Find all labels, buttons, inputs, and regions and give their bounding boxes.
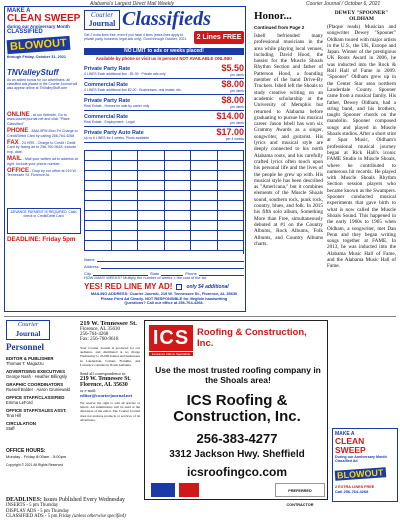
form-grid-cell[interactable] — [217, 191, 244, 200]
address-phone: 256-764-4268 — [80, 332, 109, 337]
ics-name-line2: Construction, Inc. — [173, 408, 301, 425]
contact-method — [7, 129, 81, 138]
badge-icon — [179, 483, 199, 497]
classifieds-title: Classifieds — [122, 8, 211, 30]
office-hours-text: Monday - Friday 8:00am - 5:00pm — [6, 454, 67, 459]
form-grid-cell[interactable] — [111, 151, 138, 160]
red-line-row — [84, 282, 244, 291]
contact-text: - Drop by our office at 219 W. Tennessee St. Florence AL — [7, 169, 77, 178]
email-label: or e-mail: — [80, 388, 97, 394]
form-grid-cell[interactable] — [164, 241, 191, 250]
form-grid-cell[interactable] — [137, 151, 164, 160]
rate-row — [84, 111, 244, 127]
form-grid-row[interactable] — [84, 191, 243, 201]
form-grid-cell[interactable] — [217, 161, 244, 170]
contact-text: - 24 HRS - Charge to Credit / Debit Card by faxing ad to 256-760-9618. Include exp. date. — [7, 141, 77, 154]
form-grid-cell[interactable] — [111, 181, 138, 190]
personnel-entry — [6, 408, 76, 418]
personnel-role: OFFICE STAFF/CLASSIFIED — [6, 395, 65, 400]
form-grid-cell[interactable] — [137, 181, 164, 190]
personnel-role: EDITOR & PUBLISHER — [6, 356, 54, 361]
name-label: Name — [84, 257, 95, 262]
deadline-display: DISPLAY ADS - 5 pm Thursday — [6, 508, 70, 514]
address-body: Your Courier Journal is produced for our audience, and distributed at no charge Wednesday to 25,000 homes and businesses in Lauderdale, Colbert, Franklin, and Lawrence counties in North Alabama. — [80, 346, 140, 367]
form-grid-cell[interactable] — [190, 211, 217, 220]
mailing-info — [84, 292, 244, 306]
form-grid-row[interactable] — [84, 241, 243, 251]
deadlines-issue: Issues Published Every Wednesday — [43, 497, 125, 503]
copyright: Copyright © 2021 All Rights Reserved — [6, 463, 63, 467]
promo-bottom-free: 2 EXTRA LINES FREE — [335, 484, 375, 489]
deadlines-title: DEADLINES: — [6, 497, 42, 503]
promo-clean-sweep — [7, 8, 81, 66]
rate-price: $5.50 — [221, 63, 244, 73]
article-column-2: (Plaque reads) Musician and songwriter Dewey "Spooner" Oldham toured with major artists in the U.S., the UK, Europe and Japan. Winner of the prestigious UK Roots Award in 2006, he was inducted into the Rock & Roll Hall of Fame in 2009. "Spooner" Oldham grew up in the Center Star area northern Lauderdale County. Spooner came from a musical family. His father, Dewey Oldham, had a string band, and his brothers, taught Spooner chords on the mandolin. Spooner composed songs and played in Muscle Shoals studios. After a short stint at Spar Music, Oldham's professional musical journey began at Rick Hall's iconic FAME Studio in Muscle Shoals, where he contributed to numerous hit records. He played with Muscle Shoals Rhythm Section session players who became known as the Swampers. Spooner conducted musical experiments that gave birth to what is now called the Muscle Shoals Sound. This happened in the early 1960s to 1965 when Oldham, a songwriter, met Dan Penn and they began writing songs together at FAME. In 2013, he was inducted into the Alabama Music Hall of Fame, and the Alabama Music Hall of Fame. — [327, 24, 396, 270]
contact-method — [7, 113, 81, 126]
contact-method — [7, 157, 81, 166]
contact-heading: OFFICE — [7, 168, 29, 175]
form-grid-cell[interactable] — [190, 161, 217, 170]
promo-line4: CLASSIFIED — [7, 29, 43, 35]
form-grid-cell[interactable] — [217, 201, 244, 210]
personnel-role: GRAPHIC COORDINATORS — [6, 382, 64, 387]
article-title: Honor... — [254, 10, 292, 22]
mail-addr2: Florence, AL 35630 — [80, 382, 128, 389]
personnel-role: OFFICE STAFF/SALES ASST. — [6, 408, 67, 413]
contact-text: - at our Website, Go to www.courierjournal.net and click "Place Classified" — [7, 113, 70, 126]
rate-title: Private Party Rate — [84, 65, 131, 72]
form-grid-cell[interactable] — [190, 221, 217, 230]
personnel-name: Emma LeFord — [6, 400, 33, 405]
section-divider — [4, 316, 396, 317]
rate-row — [84, 63, 244, 79]
promo-bottom-line3: During our Anniversary Month Classified Ad — [335, 455, 387, 464]
personnel-entry — [6, 395, 76, 405]
ics-address: 3312 Jackson Hwy. Sheffield — [169, 449, 305, 460]
form-grid-cell[interactable] — [111, 241, 138, 250]
form-grid-cell[interactable] — [190, 231, 217, 240]
courier-journal-logo — [84, 10, 120, 30]
form-grid-cell[interactable] — [164, 161, 191, 170]
deadline-friday: DEADLINE: Friday 5pm — [7, 236, 76, 243]
form-grid-row[interactable] — [84, 211, 243, 221]
form-grid-cell[interactable] — [84, 201, 111, 210]
form-grid-cell[interactable] — [217, 241, 244, 250]
form-grid-cell[interactable] — [164, 191, 191, 200]
rate-price: $17.00 — [216, 127, 244, 137]
form-grid-cell[interactable] — [164, 231, 191, 240]
rate-unit: per 4 weeks — [225, 137, 244, 141]
personnel-name: Thomas T. Magazzu — [6, 361, 44, 366]
form-grid-cell[interactable] — [137, 221, 164, 230]
rate-detail: Up to 6 LINES for 4 weeks. Photo available — [84, 135, 150, 140]
form-grid-cell[interactable] — [217, 151, 244, 160]
footer-deadlines — [6, 497, 326, 520]
form-grid-cell[interactable] — [217, 181, 244, 190]
contact-method — [7, 169, 81, 178]
form-grid-row[interactable] — [84, 171, 243, 181]
form-grid-cell[interactable] — [137, 191, 164, 200]
form-grid-cell[interactable] — [190, 241, 217, 250]
form-grid-cell[interactable] — [190, 201, 217, 210]
promo-bottom-line1: MAKE A — [335, 431, 355, 437]
rate-detail: Real Estate - Homes for sale by owner only — [84, 103, 150, 108]
logo-journal: Journal — [88, 19, 116, 28]
form-grid-row[interactable] — [84, 231, 243, 241]
contact-heading: FAX — [7, 140, 19, 147]
ad-form — [84, 150, 244, 254]
form-grid-cell[interactable] — [190, 191, 217, 200]
form-grid-cell[interactable] — [164, 181, 191, 190]
form-grid-cell[interactable] — [164, 211, 191, 220]
form-grid-cell[interactable] — [111, 211, 138, 220]
ics-logo: ICS — [149, 325, 193, 351]
rate-title: Commercial Rate — [84, 113, 129, 120]
ics-headline: Use the most trusted roofing company in the Shoals area! — [155, 365, 321, 385]
form-grid-cell[interactable] — [84, 221, 111, 230]
tn-valley-logo: TNValleyStuff — [7, 68, 59, 77]
personnel-heading: Personnel — [6, 342, 44, 352]
form-grid-row[interactable] — [84, 221, 243, 231]
rate-price: $8.00 — [221, 95, 244, 105]
promo-bottom — [332, 428, 398, 502]
form-grid-cell[interactable] — [84, 161, 111, 170]
ics-tag: Insurance Claims Specialists — [149, 352, 193, 356]
form-grid-cell[interactable] — [217, 231, 244, 240]
form-grid-cell[interactable] — [190, 151, 217, 160]
form-grid-cell[interactable] — [137, 231, 164, 240]
personnel-entry — [6, 356, 76, 366]
address-field[interactable] — [101, 264, 244, 269]
personnel-entry — [6, 382, 76, 392]
form-grid-row[interactable] — [84, 161, 243, 171]
advance-payment-box — [7, 208, 81, 234]
personnel-logo — [6, 320, 50, 340]
contact-text: - 8AM-5PM Mon-Fri Charge to Credit/Debit Card by calling 256-764-4268 — [7, 129, 78, 138]
rate-row — [84, 95, 244, 111]
weeks-line: HOW MANY WEEKS? Multiply the number of weeks × the cost of the ad. — [84, 276, 207, 280]
contact-method — [7, 141, 81, 154]
form-grid-row[interactable] — [84, 201, 243, 211]
email-link[interactable]: editor@courierjournal.net — [80, 393, 133, 399]
rate-title: Commercial Rate — [84, 81, 129, 88]
deadline-note: (unless otherwise specified) — [72, 514, 126, 520]
form-grid-cell[interactable] — [111, 161, 138, 170]
rate-detail: 4 LINES Each additional line $2.00 · Businesses, real estate, etc. — [84, 87, 182, 92]
rate-detail: 4 LINES Each additional line - $1.00 · Private ads only — [84, 71, 166, 76]
header-tagline: Alabama's Largest Direct Mail Weekly — [90, 1, 174, 7]
rates-list — [84, 63, 244, 143]
form-grid-cell[interactable] — [137, 241, 164, 250]
rate-row — [84, 127, 244, 143]
ics-name-line1: ICS Roofing & — [186, 392, 288, 409]
form-grid-cell[interactable] — [111, 171, 138, 180]
form-grid-cell[interactable] — [84, 241, 111, 250]
name-field[interactable] — [97, 257, 244, 262]
personnel-list — [6, 356, 76, 434]
promo-line3: during our Anniversary Month — [7, 24, 70, 29]
gaf-icon — [151, 483, 175, 497]
ics-roofing-ad — [144, 320, 328, 507]
phone-label: Phone — [185, 271, 197, 276]
blowout-badge: BLOWOUT — [7, 36, 71, 54]
questions-line: Questions? Call our office at 256-764-4268. — [124, 300, 204, 306]
advance-payment-text: ADVANCE PAYMENT IS REQUIRED. Cash, check or Credit/Debit Card. — [10, 210, 78, 219]
ics-phone: 256-383-4277 — [196, 431, 278, 446]
address-city: Florence, AL 35630 — [80, 327, 120, 332]
tn-valley-block — [7, 68, 81, 91]
rate-detail: Real Estate · Employment · Legal — [84, 119, 135, 124]
personnel-entry — [6, 421, 76, 431]
red-line-label: YES! RED LINE MY AD! — [84, 282, 173, 291]
ics-web[interactable]: icsroofingco.com — [186, 465, 287, 479]
address-street: 219 W. Tennessee St. — [80, 320, 137, 327]
form-grid-cell[interactable] — [84, 191, 111, 200]
rate-title: Private Party Rate — [84, 97, 131, 104]
address-fax: Fax: 256-760-9618 — [80, 337, 119, 342]
rate-unit: per week — [230, 105, 244, 109]
form-grid-cell[interactable] — [164, 201, 191, 210]
form-grid-row[interactable] — [84, 181, 243, 191]
address-body2: We reserve the right to edit all articles or letters. All submissions will be used at the discretion of the editor. The Courier Journal does not endorse products or services of its advertisers. — [80, 401, 140, 422]
form-grid-cell[interactable] — [190, 171, 217, 180]
two-lines-free-badge: 2 Lines FREE — [194, 31, 244, 44]
form-grid-cell[interactable] — [111, 191, 138, 200]
tn-valley-text: As an added bonus for our advertisers, all classified ads placed in the Courier Journal will also appear online at TNValleyStuff.com — [7, 78, 78, 91]
form-grid-cell[interactable] — [84, 181, 111, 190]
form-grid-cell[interactable] — [111, 231, 138, 240]
personnel-name: George Nash · Heather Billingsly — [6, 374, 67, 379]
red-line-price: only $4 additional — [186, 283, 229, 290]
no-limit-banner: NO LIMIT to ads or weeks placed! — [84, 48, 244, 55]
form-grid-cell[interactable] — [137, 211, 164, 220]
logo-courier: Courier — [90, 11, 114, 19]
form-grid-cell[interactable] — [217, 211, 244, 220]
header-date: Courier Journal / October 6, 2021 — [306, 1, 381, 7]
office-hours-title: OFFICE HOURS: — [6, 448, 46, 454]
intro-text: Get 2 extra lines free, even if you have 4 lines (extra lines apply to private party, business, legal ads only). Good through October, 2021. — [84, 33, 188, 42]
contact-text: - Mail your written ad to address at right. Include your phone number. — [7, 157, 78, 166]
personnel-entry — [6, 369, 76, 379]
form-grid-cell[interactable] — [164, 171, 191, 180]
rate-price: $14.00 — [216, 111, 244, 121]
contact-methods — [7, 113, 81, 181]
promo-dates: through Friday, October 31, 2021 — [7, 55, 67, 59]
form-grid-cell[interactable] — [84, 171, 111, 180]
form-grid-cell[interactable] — [217, 221, 244, 230]
red-line-checkbox[interactable] — [176, 284, 182, 290]
form-grid-cell[interactable] — [84, 231, 111, 240]
city-label: City — [84, 271, 91, 276]
address-column — [80, 320, 140, 422]
form-grid-cell[interactable] — [164, 221, 191, 230]
rate-title: Private Party Auto Rate — [84, 129, 144, 136]
mailing-address: MAILING ADDRESS: Courier Journal, 219 W. Tennessee St., Florence, AL 35630 — [90, 291, 238, 296]
office-hours — [6, 448, 76, 467]
promo-bottom-line2: CLEAN SWEEP — [335, 436, 366, 455]
form-contact-fields — [84, 257, 244, 276]
form-grid-cell[interactable] — [84, 151, 111, 160]
form-grid-cell[interactable] — [190, 181, 217, 190]
promo-line2: CLEAN SWEEP — [7, 13, 81, 24]
contact-heading: ONLINE — [7, 112, 30, 118]
ics-company: Roofing & Construction, Inc. — [197, 327, 307, 349]
rate-unit: per week — [230, 89, 244, 93]
form-grid-cell[interactable] — [137, 201, 164, 210]
promo-bottom-blowout: BLOWOUT — [336, 466, 384, 481]
form-grid-cell[interactable] — [137, 161, 164, 170]
address-label: Address — [84, 264, 99, 269]
contact-heading: MAIL — [7, 156, 22, 163]
deadline-inserts: INSERTS - 5 pm Thursday — [6, 503, 59, 508]
form-grid-cell[interactable] — [111, 201, 138, 210]
preferred-contractor-badge: PREFERRED CONTRACTOR — [275, 483, 325, 497]
rate-row — [84, 79, 244, 95]
personnel-name: Tina Hill — [6, 413, 21, 418]
form-grid-cell[interactable] — [164, 151, 191, 160]
form-grid-cell[interactable] — [137, 171, 164, 180]
print-note: Please Print Ad Clearly. NOT RESPONSIBLE for illegible handwriting — [100, 295, 228, 301]
personnel-name: Staff — [6, 426, 15, 431]
form-grid-cell[interactable] — [84, 211, 111, 220]
deadline-classified: CLASSIFIED ADS - 5 pm Friday — [6, 514, 72, 520]
rate-unit: per week — [230, 73, 244, 77]
rate-price: $8.00 — [221, 79, 244, 89]
article-column-1: Isbell befriended many professional musicians in the area while playing local venues, including David Hood, the bassist for the Muscle Shoals Rhythm Section and father of Patterson Hood, a founding member of the band Drive-By Truckers. Isbell left the Shoals to study creative writing on an academic scholarship at the University of Memphis but returned to Alabama before graduating to pursue his musical career. Jason Isbell has won six Grammy Awards as a singer, songwriter, and guitarist. His lyrics and musical style are deeply connected to his north Alabama roots, and his carefully crafted lyrics often touch upon his personal life and the lives of the people he grew up with. His musical style has been described as "Americana," but it combines elements of the Muscle Shoals sound, southern rock, punk rock, country, blues, and folk. In 2015 his fifth solo album, Something More than Free, simultaneously debuted at #1 on the Country Albums, Rock Albums, Folk Albums, and Country Albums charts. — [254, 33, 323, 247]
form-grid-cell[interactable] — [217, 171, 244, 180]
personnel-name: Russell Bolder · Aaron Gruniewald — [6, 387, 71, 392]
form-grid-row[interactable] — [84, 151, 243, 161]
no-limit-sub: Available by phone or visit us in person! NOT AVAILABLE ONLINE! — [95, 56, 233, 61]
article-continued: Continued from Page 2 — [254, 25, 305, 30]
contact-heading: PHONE — [7, 128, 29, 135]
rate-unit: per week — [230, 121, 244, 125]
state-label: State — [149, 271, 160, 276]
promo-line1: MAKE A — [7, 8, 31, 14]
spooner-title: DEWEY "SPOONER" OLDHAM — [334, 10, 389, 22]
personnel-role: ADVERTISING EXECUTIVES — [6, 369, 66, 374]
personnel-logo-courier: Courier — [17, 321, 39, 328]
promo-bottom-call: Call 256-764-4268 — [335, 488, 369, 494]
personnel-role: CIRCULATION — [6, 421, 36, 426]
form-grid-cell[interactable] — [111, 221, 138, 230]
mail-title: Send all correspondence to: — [80, 371, 127, 377]
mail-addr1: 219 W. Tennessee St. — [80, 376, 131, 383]
personnel-logo-journal: Journal — [15, 329, 41, 338]
